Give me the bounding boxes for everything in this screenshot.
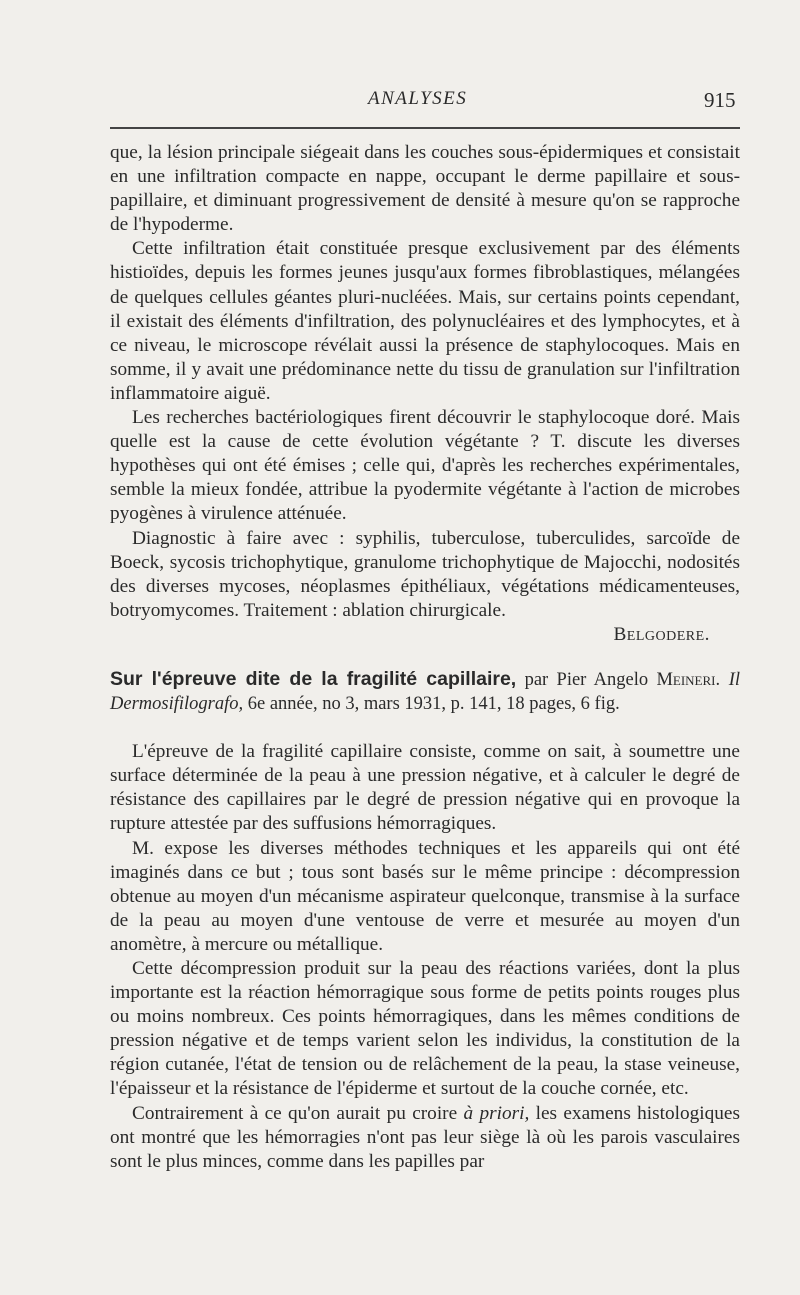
- page-number: 915: [704, 88, 736, 112]
- paragraph: Diagnostic à faire avec : syphilis, tuberculose, tuberculides, sarcoïde de Boeck, sycosis trichophytique, granulome trichophytique de Majocchi, nodosités des diverses mycoses, néoplasmes épithéliaux, végétations médicamenteuses, botryomycomes. Traitement : ablation chirurgicale.: [110, 527, 740, 621]
- article-author: Meineri.: [656, 669, 721, 690]
- signature-line: [110, 623, 740, 647]
- paragraph-text: les examens histologiques ont montré que les hémorragies n'ont pas leur siège là où les parois vasculaires sont le plus minces, comme dans les papilles par: [110, 1102, 740, 1172]
- paragraph: Les recherches bactériologiques firent découvrir le staphylocoque doré. Mais quelle est la cause de cette évolution végétante ? T. discute les diverses hypothèses qui ont été émises ; celle qui, d'après les recherches expérimentales, semble la mieux fondée, attribue la pyodermite végétante à l'action de microbes pyogènes à virulence atténuée.: [110, 407, 740, 525]
- signature: Belgodere.: [613, 623, 710, 645]
- paragraph: Cette décompression produit sur la peau des réactions variées, dont la plus importante est la réaction hémorragique sous forme de petits points rouges plus ou moins nombreux. Ces points hémorragiques, dans les mêmes conditions de pression négative et de temps varient selon les individus, la constitution de la région cutanée, l'état de tension ou de relâchement de la peau, la stase veineuse, l'épaisseur et la résistance de l'épiderme et surtout de la couche cornée, etc.: [110, 958, 740, 1100]
- article-journal: Il Dermosifilografo,: [110, 669, 740, 715]
- header-rule: [110, 127, 740, 129]
- body-text: [110, 141, 740, 1174]
- article-details: 6e année, no 3, mars 1931, p. 141, 18 pages, 6 fig.: [243, 694, 620, 715]
- paragraph-text: Contrairement à ce qu'on aurait pu croire: [132, 1102, 464, 1124]
- article-by: par Pier Angelo: [516, 669, 657, 690]
- page-header: [0, 88, 800, 118]
- paragraph: M. expose les diverses méthodes techniques et les appareils qui ont été imaginés dans ce but ; tous sont basés sur le même principe : décompression obtenue au moyen d'un mécanisme aspirateur quelconque, transmise à la surface de la peau au moyen d'une ventouse de verre et mesurée au moyen d'un anomètre, à mercure ou métallique.: [110, 837, 740, 955]
- article-title: Sur l'épreuve dite de la fragilité capillaire,: [110, 667, 517, 690]
- running-title: ANALYSES: [368, 88, 468, 109]
- paragraph: Cette infiltration était constituée presque exclusivement par des éléments histioïdes, depuis les formes jeunes jusqu'aux formes fibroblastiques, mélangées de quelques cellules géantes pluri-nucléées. Mais, sur certains points cependant, il existait des éléments d'infiltration, des polynucléaires et des lymphocytes, et à ce niveau, le microscope révélait aussi la présence de staphylocoques. Mais en somme, il y avait une prédominance nette du tissu de granulation sur l'infiltration inflammatoire aiguë.: [110, 238, 740, 404]
- italic-phrase: à priori,: [463, 1102, 530, 1124]
- article-heading: [110, 667, 740, 716]
- paragraph: [110, 1102, 740, 1174]
- paragraph: L'épreuve de la fragilité capillaire consiste, comme on sait, à soumettre une surface déterminée de la peau à une pression négative, et à calculer le degré de résistance des capillaires par le degré de pression négative qui en provoque la rupture attestée par des suffusions hémorragiques.: [110, 741, 740, 835]
- paragraph: que, la lésion principale siégeait dans les couches sous-épidermiques et consistait en une infiltration compacte en nappe, occupant le derme papillaire et sous-papillaire, et diminuant progressivement de densité à mesure qu'on se rapproche de l'hypoderme.: [110, 142, 740, 236]
